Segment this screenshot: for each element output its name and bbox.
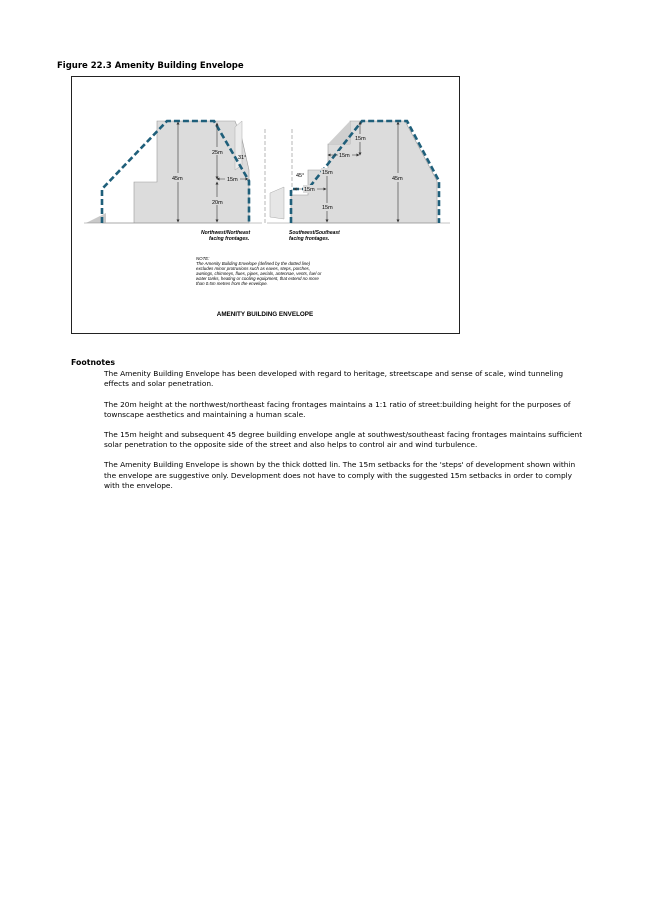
footnote-paragraph: The Amenity Building Envelope has been developed with regard to heritage, streetscape and sense of scale, wind tunneling effects and solar penetration. [104, 369, 564, 389]
footnote-paragraph: The 15m height and subsequent 45 degree building envelope angle at southwest/southeast facing frontages maintains sufficient solar penetration to the opposite side of the street and also helps to control air and wind turbulence. [104, 430, 583, 450]
right-label-setback-upper: 15m [339, 153, 350, 159]
left-neighbour [235, 121, 242, 170]
note-line: than 0.5m metres from the envelope. [196, 281, 268, 286]
left-frontage-label-1: Northwest/Northeast [201, 230, 251, 236]
right-label-step-mid: 15m [322, 170, 333, 176]
note-heading: NOTE: [196, 256, 210, 261]
right-frontage-label-2: facing frontages. [289, 236, 330, 242]
figure-frame [71, 76, 460, 334]
note-line: The Amenity Building Envelope (defined by the dotted line) [196, 261, 311, 266]
note-line: excludes minor protrusions such as eaves, steps, porches, [196, 266, 310, 271]
right-label-45: 45m [392, 176, 403, 182]
right-frontage-label-1: Southwest/Southeast [289, 230, 340, 236]
footnote-paragraph: The Amenity Building Envelope is shown by the thick dotted lin. The 15m setbacks for the 'steps' of development shown within the envelope are suggestive only. Development does not have to comply with the suggested 15m setbacks in order to comply with the envelope. [104, 460, 576, 490]
footnote-paragraph: The 20m height at the northwest/northeast facing frontages maintains a 1:1 ratio of street:building height for the purposes of townscape aesthetics and maintaining a human scale. [104, 399, 571, 419]
right-label-angle: 45° [296, 173, 305, 179]
envelope-note [196, 256, 322, 286]
left-frontage-label-2: facing frontages. [209, 236, 250, 242]
left-label-angle: 31° [238, 155, 247, 161]
left-building-mass [102, 121, 249, 223]
note-line: water tanks, heating or cooling equipment, that extend no more [196, 276, 319, 281]
right-neighbour [270, 187, 284, 219]
note-line: awnings, chimneys, flues, pipes, aerials, antennae, vents, fuel or [196, 271, 322, 276]
right-building [267, 121, 450, 242]
left-label-15: 15m [227, 177, 238, 183]
left-building [84, 121, 265, 242]
building-envelope-diagram [72, 77, 459, 333]
left-label-20: 20m [212, 200, 223, 206]
figure-title: Figure 22.3 Amenity Building Envelope [57, 61, 244, 71]
footnotes-heading: Footnotes [71, 358, 116, 367]
footnotes [71, 358, 591, 501]
right-label-setback-lower: 15m [304, 187, 315, 193]
diagram-caption: AMENITY BUILDING ENVELOPE [216, 311, 314, 318]
left-label-25: 25m [212, 150, 223, 156]
left-label-45: 45m [172, 176, 183, 182]
right-label-step-low: 15m [322, 205, 333, 211]
right-label-step-top: 15m [355, 136, 366, 142]
